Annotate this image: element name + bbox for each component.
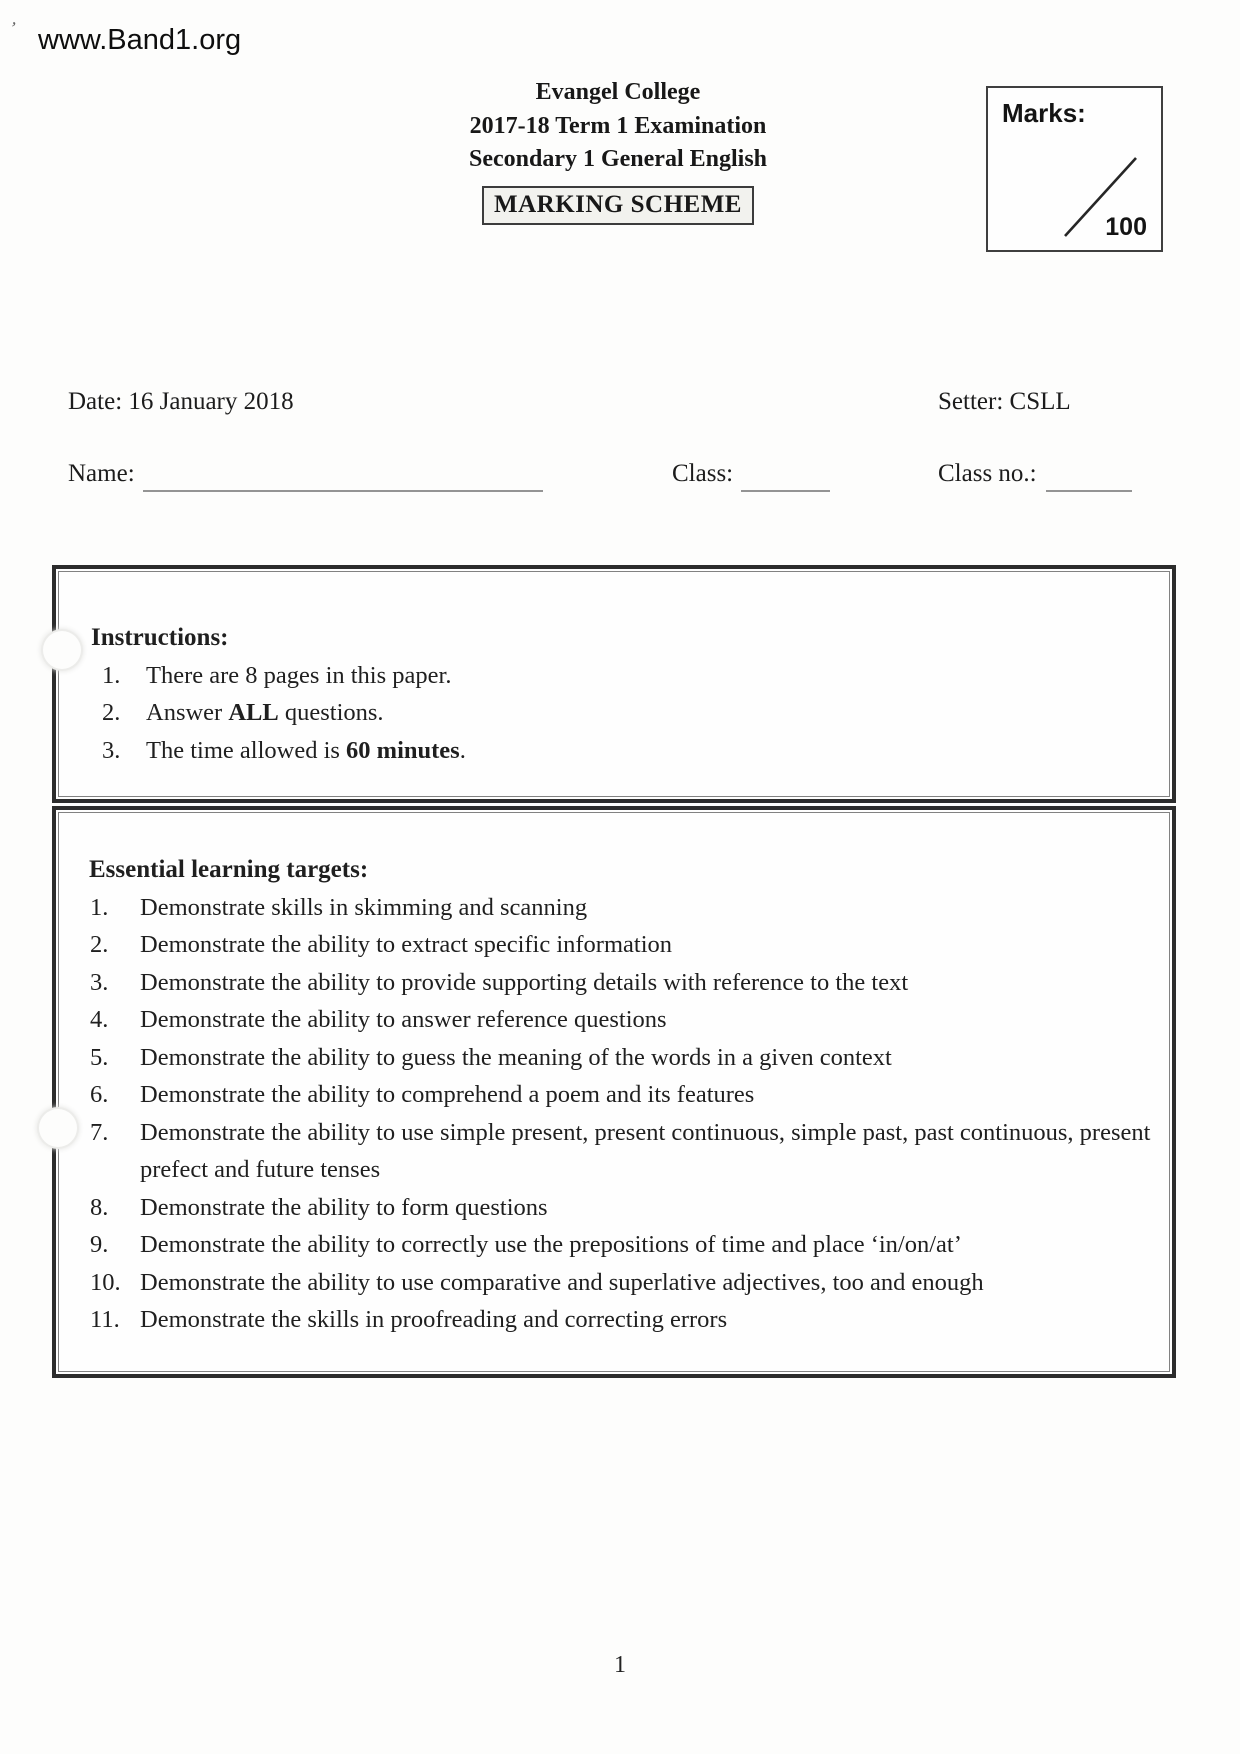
item-text: Demonstrate skills in skimming and scanning [140, 893, 588, 921]
item-text: Demonstrate the ability to answer reference questions [140, 1006, 667, 1033]
item-number: 1. [102, 661, 121, 689]
target-item [90, 1301, 1169, 1339]
target-item [90, 1039, 1169, 1077]
name-blank-line [143, 462, 543, 492]
instruction-item [102, 694, 1169, 732]
watermark-text: www.Band1.org [38, 24, 242, 56]
item-number: 5. [90, 1043, 109, 1071]
date-label: Date: [68, 388, 123, 415]
item-number: 11. [90, 1306, 120, 1333]
learning-targets-list [90, 889, 1169, 1339]
item-number: 1. [90, 893, 109, 921]
target-item [90, 1226, 1169, 1264]
item-number: 10. [90, 1268, 121, 1296]
item-number: 6. [90, 1081, 109, 1108]
school-name: Evangel College [535, 79, 701, 105]
item-number: 9. [90, 1231, 109, 1258]
page-number: 1 [614, 1652, 626, 1678]
scan-artifact-mark: ’ [8, 17, 19, 39]
marks-total: 100 [1105, 213, 1147, 241]
instruction-item [102, 732, 1169, 770]
instruction-item [102, 657, 1169, 695]
item-text: There are 8 pages in this paper. [146, 661, 452, 689]
item-number: 7. [90, 1118, 109, 1146]
instructions-box-inner [58, 571, 1170, 797]
class-subject: Secondary 1 General English [468, 146, 768, 172]
item-text: Demonstrate the ability to comprehend a poem and its features [140, 1081, 755, 1108]
class-no-label: Class no.: [938, 460, 1037, 487]
class-label: Class: [672, 460, 734, 487]
date-value: 16 January 2018 [128, 388, 294, 415]
setter-label: Setter: [938, 388, 1004, 415]
marks-box [986, 86, 1163, 252]
item-text: Demonstrate the ability to use comparative and superlative adjectives, too and enough [140, 1268, 984, 1296]
target-item [90, 1076, 1169, 1114]
learning-targets-box-inner [58, 812, 1170, 1372]
item-number: 3. [102, 736, 121, 764]
item-text: Demonstrate the ability to provide supporting details with reference to the text [140, 968, 909, 996]
marks-label: Marks: [1002, 98, 1086, 128]
setter-row [938, 388, 1071, 416]
item-text: Demonstrate the ability to extract specific information [140, 931, 673, 958]
item-number: 8. [90, 1193, 109, 1221]
name-label: Name: [68, 460, 135, 487]
target-item [90, 1189, 1169, 1227]
target-item [90, 1001, 1169, 1039]
instructions-title: Instructions: [91, 624, 229, 651]
item-number: 2. [90, 931, 109, 958]
learning-targets-box [52, 806, 1176, 1378]
item-number: 4. [90, 1006, 109, 1033]
marking-scheme-label: MARKING SCHEME [482, 186, 754, 226]
item-text: Demonstrate the ability to use simple present, present continuous, simple past, past continuous, present prefect and future tenses [140, 1118, 1151, 1183]
item-text: Answer ALL questions. [146, 699, 384, 726]
setter-value: CSLL [1009, 388, 1071, 415]
target-item [90, 1264, 1169, 1302]
item-number: 2. [102, 699, 121, 726]
learning-targets-title: Essential learning targets: [89, 856, 369, 883]
item-number: 3. [90, 968, 109, 996]
date-row [68, 388, 294, 416]
item-text: Demonstrate the skills in proofreading and correcting errors [140, 1306, 728, 1333]
exam-title: 2017-18 Term 1 Examination [469, 112, 767, 139]
item-text: The time allowed is 60 minutes. [146, 736, 466, 764]
target-item [90, 889, 1169, 927]
instructions-box [52, 565, 1176, 803]
target-item [90, 1114, 1169, 1189]
hole-punch [43, 631, 81, 669]
instructions-list [102, 657, 1169, 770]
hole-punch [39, 1109, 77, 1147]
target-item [90, 964, 1169, 1002]
item-text: Demonstrate the ability to form questions [140, 1193, 548, 1221]
class-no-blank-line [1046, 462, 1132, 492]
item-text: Demonstrate the ability to correctly use the prepositions of time and place ‘in/on/at’ [140, 1231, 962, 1258]
target-item [90, 926, 1169, 964]
paper-header [318, 76, 918, 225]
class-blank-line [741, 462, 830, 492]
item-text: Demonstrate the ability to guess the meaning of the words in a given context [140, 1043, 892, 1071]
